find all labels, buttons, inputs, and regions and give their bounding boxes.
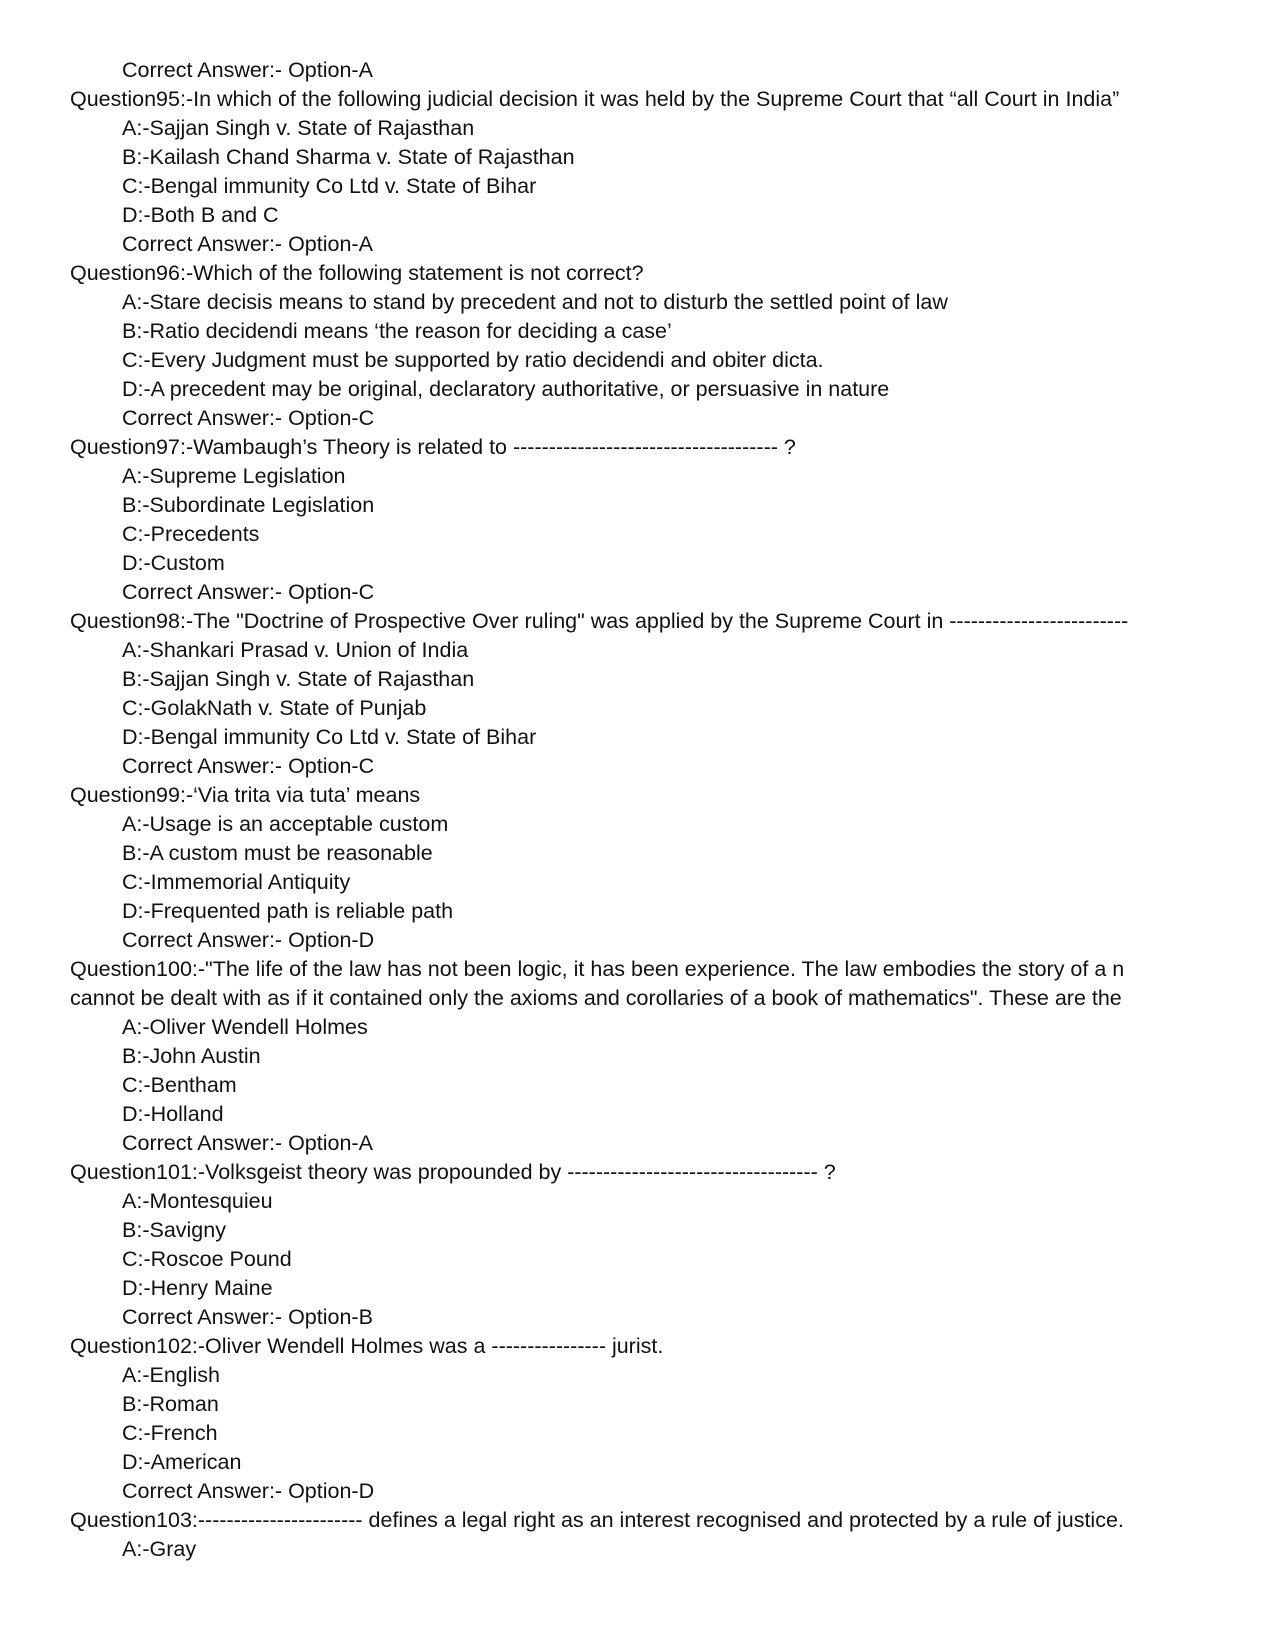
option-text: A:-Supreme Legislation (122, 464, 346, 488)
option-text: D:-A precedent may be original, declaratory authoritative, or persuasive in nature (122, 377, 890, 401)
option-text: B:-John Austin (122, 1044, 261, 1068)
option-text: B:-A custom must be reasonable (122, 841, 433, 865)
option-text: D:-American (122, 1450, 242, 1474)
option-text: B:-Savigny (122, 1218, 226, 1242)
option-text: A:-Oliver Wendell Holmes (122, 1015, 368, 1039)
question-text: Question102:-Oliver Wendell Holmes was a ---------------- jurist. (70, 1334, 664, 1358)
option-text: A:-Montesquieu (122, 1189, 273, 1213)
correct-answer: Correct Answer:- Option-C (122, 406, 375, 430)
option-text: C:-Roscoe Pound (122, 1247, 292, 1271)
correct-answer: Correct Answer:- Option-B (122, 1305, 373, 1329)
option-text: D:-Both B and C (122, 203, 279, 227)
question-text: Question96:-Which of the following statement is not correct? (70, 261, 644, 285)
question-text: Question99:-‘Via trita via tuta’ means (70, 783, 421, 807)
question-text: Question101:-Volksgeist theory was propounded by ----------------------------------- ? (70, 1160, 836, 1184)
option-text: C:-Precedents (122, 522, 260, 546)
correct-answer: Correct Answer:- Option-A (122, 1131, 373, 1155)
question-text: Question103:----------------------- defines a legal right as an interest recognised and protected by a rule of justice. (70, 1508, 1124, 1532)
option-text: A:-English (122, 1363, 220, 1387)
option-text: A:-Sajjan Singh v. State of Rajasthan (122, 116, 475, 140)
option-text: B:-Sajjan Singh v. State of Rajasthan (122, 667, 475, 691)
option-text: A:-Shankari Prasad v. Union of India (122, 638, 469, 662)
option-text: C:-Bentham (122, 1073, 237, 1097)
option-text: A:-Usage is an acceptable custom (122, 812, 449, 836)
correct-answer: Correct Answer:- Option-C (122, 754, 375, 778)
option-text: B:-Subordinate Legislation (122, 493, 375, 517)
option-text: A:-Stare decisis means to stand by precedent and not to disturb the settled point of law (122, 290, 948, 314)
correct-answer: Correct Answer:- Option-D (122, 1479, 375, 1503)
option-text: C:-Bengal immunity Co Ltd v. State of Bihar (122, 174, 537, 198)
option-text: B:-Kailash Chand Sharma v. State of Rajasthan (122, 145, 575, 169)
option-text: D:-Holland (122, 1102, 224, 1126)
option-text: D:-Bengal immunity Co Ltd v. State of Bihar (122, 725, 537, 749)
correct-answer: Correct Answer:- Option-A (122, 58, 373, 82)
correct-answer: Correct Answer:- Option-C (122, 580, 375, 604)
option-text: A:-Gray (122, 1537, 197, 1561)
option-text: C:-Every Judgment must be supported by ratio decidendi and obiter dicta. (122, 348, 824, 372)
option-text: C:-Immemorial Antiquity (122, 870, 351, 894)
option-text: C:-GolakNath v. State of Punjab (122, 696, 427, 720)
option-text: C:-French (122, 1421, 218, 1445)
question-text: Question97:-Wambaugh’s Theory is related to ------------------------------------- ? (70, 435, 796, 459)
document-page (70, 56, 1220, 1564)
option-text: B:-Roman (122, 1392, 219, 1416)
correct-answer: Correct Answer:- Option-A (122, 232, 373, 256)
option-text: D:-Frequented path is reliable path (122, 899, 454, 923)
option-text: B:-Ratio decidendi means ‘the reason for deciding a case’ (122, 319, 672, 343)
question-text: Question98:-The "Doctrine of Prospective Over ruling" was applied by the Supreme Court in ------------------------- (70, 609, 1129, 633)
question-text: Question100:-"The life of the law has not been logic, it has been experience. The law embodies the story of a n (70, 957, 1125, 981)
question-text: Question95:-In which of the following judicial decision it was held by the Supreme Court that “all Court in India” (70, 87, 1120, 111)
question-text: cannot be dealt with as if it contained only the axioms and corollaries of a book of mathematics". These are the (70, 986, 1122, 1010)
option-text: D:-Henry Maine (122, 1276, 273, 1300)
correct-answer: Correct Answer:- Option-D (122, 928, 375, 952)
option-text: D:-Custom (122, 551, 225, 575)
